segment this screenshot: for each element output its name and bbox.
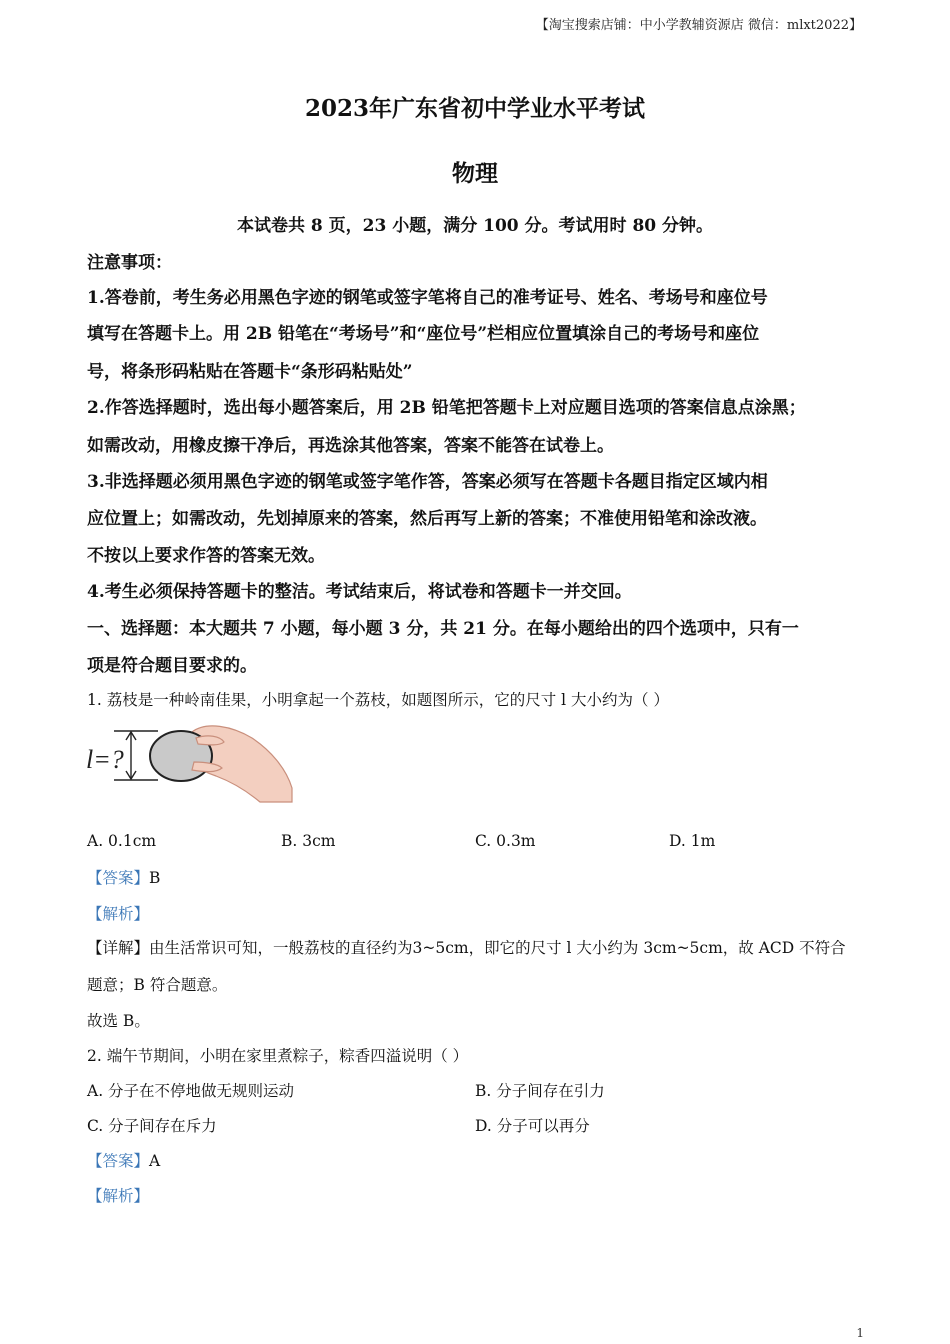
q1-figure [84,718,299,810]
notice-heading: 注意事项： [87,253,172,273]
answer-value: A [149,1152,161,1170]
notice-line: 不按以上要求作答的答案无效。 [87,546,325,566]
subject-title: 物理 [452,160,498,187]
q1-answer [87,866,160,888]
q2-answer [87,1149,160,1171]
q1-option-c: C. 0.3m [475,832,536,850]
notice-line: 号，将条形码粘贴在答题卡“条形码粘贴处” [87,362,413,382]
q1-analysis-tag: 【解析】 [87,905,150,923]
section-heading-cont: 项是符合题目要求的。 [87,656,257,676]
q1-detail-cont: 题意；B 符合题意。 [87,976,228,994]
notice-line: 1.答卷前，考生务必用黑色字迹的钢笔或签字笔将自己的准考证号、姓名、考场号和座位号 [87,288,768,308]
q1-stem: 1. 荔枝是一种岭南佳果，小明拿起一个荔枝，如题图所示，它的尺寸 l 大小约为（ ） [87,691,669,709]
notice-line: 2.作答选择题时，选出每小题答案后，用 2B 铅笔把答题卡上对应题目选项的答案信息点涂黑； [87,398,806,418]
q2-option-c: C. 分子间存在斥力 [87,1117,217,1135]
header-note: 【淘宝搜索店铺：中小学教辅资源店 微信：mlxt2022】 [535,18,862,33]
figure-label: l=? [86,745,124,774]
q1-option-d: D. 1m [669,832,716,850]
notice-line: 应位置上；如需改动，先划掉原来的答案，然后再写上新的答案；不准使用铅笔和涂改液。 [87,509,767,529]
q2-analysis-tag: 【解析】 [87,1187,150,1205]
answer-value: B [149,869,161,887]
exam-info: 本试卷共 8 页，23 小题，满分 100 分。考试用时 80 分钟。 [236,216,714,236]
page-title: 2023年广东省初中学业水平考试 [304,95,645,122]
q2-stem: 2. 端午节期间，小明在家里煮粽子，粽香四溢说明（ ） [87,1047,469,1065]
page-number: 1 [856,1326,864,1340]
answer-tag: 【答案】 [87,869,150,887]
section-heading: 一、选择题：本大题共 7 小题，每小题 3 分，共 21 分。在每小题给出的四个选项中，只有一 [87,619,799,639]
notice-line: 3.非选择题必须用黑色字迹的钢笔或签字笔作答，答案必须写在答题卡各题目指定区域内相 [87,472,768,492]
q1-option-a: A. 0.1cm [87,832,157,850]
q1-detail: 【详解】由生活常识可知，一般荔枝的直径约为3~5cm，即它的尺寸 l 大小约为 3cm~5cm，故 ACD 不符合 [87,939,846,957]
lychee-hand-illustration [84,718,299,806]
q2-option-a: A. 分子在不停地做无规则运动 [87,1082,295,1100]
notice-line: 填写在答题卡上。用 2B 铅笔在“考场号”和“座位号”栏相应位置填涂自己的考场号和座位 [87,324,760,344]
q1-option-b: B. 3cm [281,832,336,850]
answer-tag: 【答案】 [87,1152,150,1170]
q1-conclusion: 故选 B。 [87,1012,150,1030]
notice-line: 如需改动，用橡皮擦干净后，再选涂其他答案，答案不能答在试卷上。 [87,436,614,456]
q2-option-d: D. 分子可以再分 [475,1117,590,1135]
notice-line: 4.考生必须保持答题卡的整洁。考试结束后，将试卷和答题卡一并交回。 [87,582,632,602]
q2-option-b: B. 分子间存在引力 [475,1082,605,1100]
